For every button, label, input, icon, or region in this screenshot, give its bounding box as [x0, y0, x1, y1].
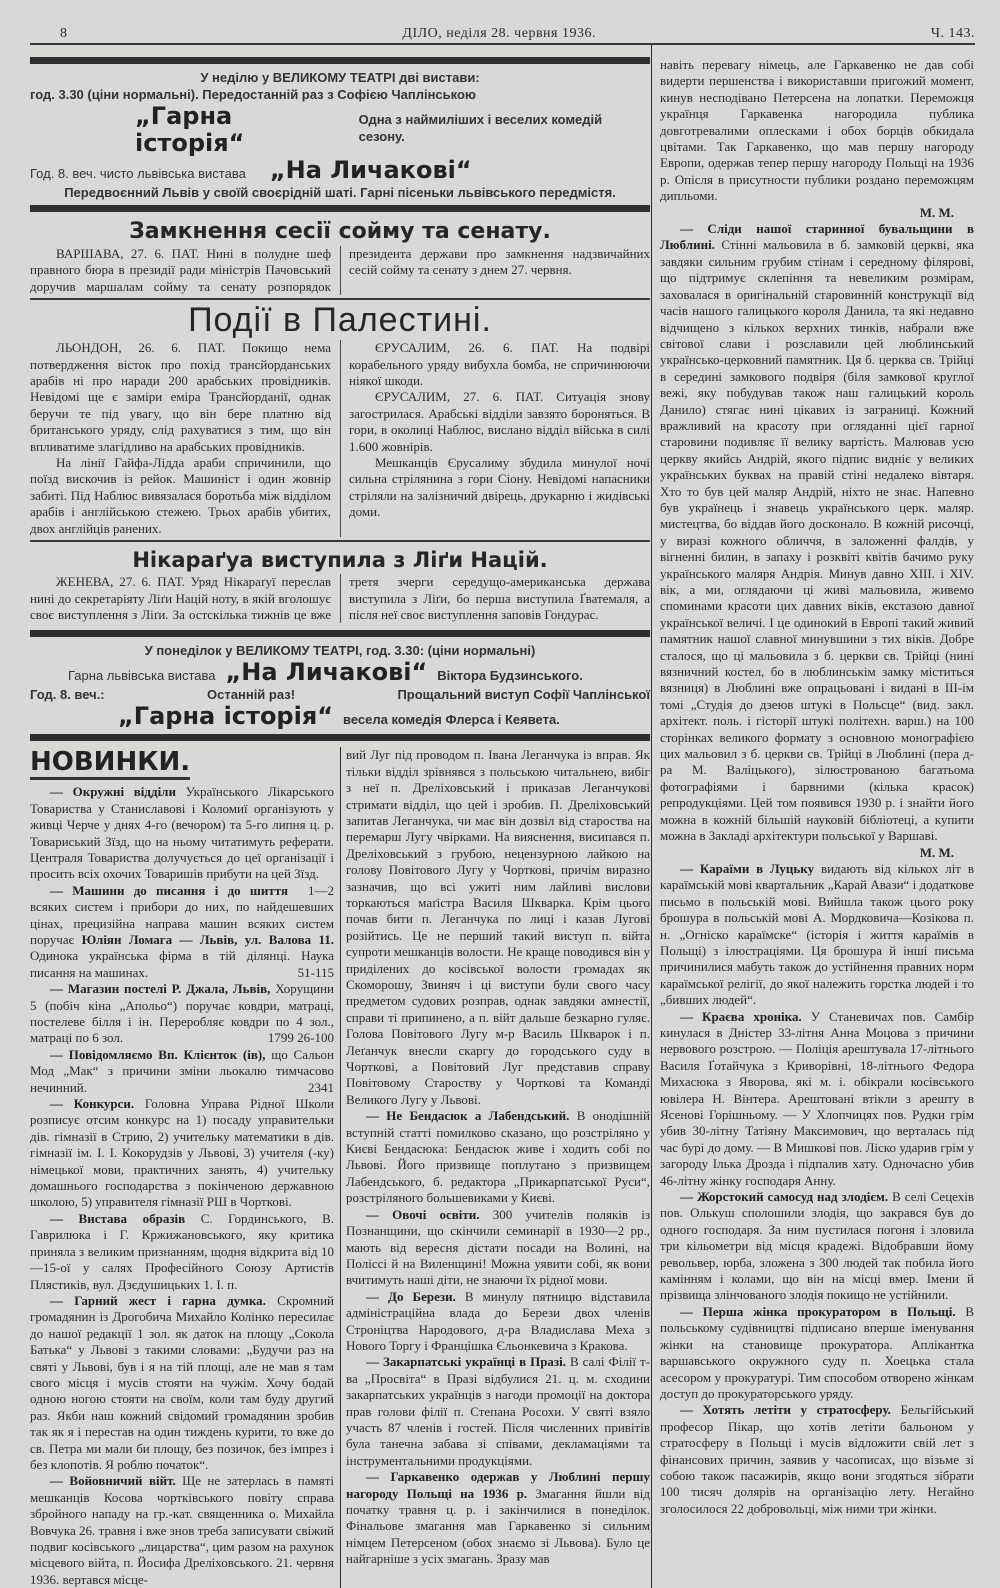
headline: Замкнення сесії сойму та сенату. [129, 219, 551, 244]
masthead-date: ДІЛО, неділя 28. червня 1936. [402, 26, 596, 41]
author-signature: М. М. [919, 844, 954, 860]
news-item [30, 981, 334, 1047]
paragraph: Мешканців Єрусалиму збудила минулої ночі сильна стрілянина з гори Сіону. Невідомі напасники стріляли на залізничий двірець, друкарню і жидівські доми. [349, 455, 650, 520]
news-item-title: — Караїми в Луцьку [680, 860, 821, 876]
ad-border [30, 630, 650, 637]
news-item-text: У Станевичах пов. Самбір кинулася в Дністер 33-літня Анна Моцова з причини нервового розстрою. — Поліція арештувала 17-літнього Василя Ґотайчука з Криворівні, 18-літнього Федора Михасюка з Яворова, які м. і. обікрали косівського ювілера Н. Вінтера. Арештовані втікли з арешту в Ясенові Горішньому. — У Хлопчицях пов. Рудки грім убив 30-літну Татіяну Максимович, що верталась під час бурі до дому. — В Мишкові пов. Ліско ударив грім у загороду Ілька Дрозда і підпалив хату. Одночасно убив 46-літну жінку господаря Анну. [660, 1008, 975, 1188]
news-item-text: В польському судівництві підписано вперше іменування жінки на становище прокуратора. Аплікантка варшавського окружного суду п. Хоецька стала асесором у прокуратурі. Тим способом отворено жінкам доступ до прокураторського уряду. [660, 1303, 974, 1401]
news-item-text: С. Гординського, В. Гаврилюка і Г. Кржижановського, яку критика приняла з великим признанням, щодня відкрита від 10—15-ої у салях Професійного Союзу Артистів Плястиків, вул. Дзєдушицьких 1. І. п. [30, 1210, 334, 1292]
news-item [346, 1469, 650, 1567]
ad-line: У неділю у ВЕЛИКОМУ ТЕАТРІ дві вистави: [200, 70, 480, 85]
news-item-title: — Перша жінка прокуратором в Польщі. [680, 1303, 966, 1319]
news-item [30, 1293, 334, 1473]
news-item-title: — До Берези. [366, 1288, 465, 1304]
play-title: „Гарна історія“ [135, 102, 245, 157]
news-item-title: — Окружні відділи [50, 784, 186, 800]
news-item [660, 1189, 974, 1304]
news-item [346, 1354, 650, 1469]
news-item [660, 1009, 974, 1189]
headline: Нікараґуа виступила з Ліґи Націй. [132, 548, 548, 573]
play-title: „На Личакові“ [269, 156, 472, 184]
news-item [660, 1304, 974, 1402]
ad-line: Год. 8. веч.: [30, 687, 105, 703]
news-item [30, 1211, 334, 1293]
news-item-text: Стінні мальовила в б. замковій церкві, яка завдяки сильним грубим стінам і середному філярові, що підтримує склепіння та невеликим розмірам, заховалася в оригінальній старовинній конструкції від часів нашого галицького короля Данила, та які недавно відчищено з кількох верхних тинків, набрали вже світової слави і розславили цей люблинський українсько-церковний памятник. Ця б. церква св. Трійці в середині замкового подвіря (біля замкової круглої вежі, яку побудував також наш галицький король Данило) стягає нині цікавих із заграниці. Кожний вражливий на красоту при огляданні цієї гарної старовини подивляє її велику вартість. Малював усю церкву якийсь Андрій, якого підпис видніє у великих українських буквах на правій стіні недалеко вівтаря. Хто то був цей маляр Андрій, ніхто не знає. Напевно був українець і знавець українського церк. маляр. мистецтва, бо віддав його досконало. В кожній рисочці, у виразі кожного обличчя, в заложенні фалдів, у вігненні билин, в запаху і розквіті квітів бачимо руку українського маляря Андрія. Минув давно XIII. і XIV. вік, а ми, оглядаючи ці живі мальовила, живемо споминами красоти цих давних віків, екстазою давної української величі. І це одинокий в Европі такий живий памятник нашої славної минувшини з тих віків. Добре сталося, що ці мальовила з б. церкви св. Трійці (нині вязничний костел, бо в люблинськім замку міститься вязниця) в Люблині вже опрацьовані і видані в III-ім томі „Студія до дзеюв штукі в Польсце“ (вид. закл. архітект. поль. і гісторії штукі політехн. варш.) на 100 сторінках великого формату з основною монографією цих мальовил з б. церкви св. Трійці в Люблині (пера д-ра М. Валіцького), зілюстрованою багатьома фотографіями і барвними (кілька красок) репродукціями. Цей том появився 1930 р. і знайти його можна в кожній більшій науковій бібліотеці, а купити можна в Закладі архітектури польської у Варшаві. [660, 237, 974, 844]
ad-line: Прощальний виступ Софії Чаплінської [397, 687, 650, 703]
news-item-title: — Сліди нашої старинної бувальщини в Люблині. [660, 221, 974, 253]
theatre-ad-sunday [30, 64, 650, 205]
play-title: „Гарна історія“ [118, 702, 334, 731]
ad-border [30, 57, 650, 64]
news-item [30, 1473, 334, 1588]
news-item-title: — Овочі освіти. [366, 1206, 493, 1222]
news-item-title: — Гарний жест і гарна думка. [50, 1292, 278, 1308]
news-item-text: вий Луг під проводом п. Івана Леганчука із вправ. Як тільки відділ зрівнявся з польською читальнею, вибіг з неї п. Дреліховський і приказав Леганчукові стримати відділ, що цей і зробив. П. Дреліховський запитав Леганчука, чи має він дозвіл від староства на перемарш Лугу чвірками. На вияснення, висипався п. Дреліховський з грубою, нецензурною лайкою на голову Повітового Лугу у Чорткові, причім виразно зазначив, що всі ужиті ним лайливі вислови торкаються маґістра Василя Шкварка. Крім цього почав бити п. Леганчука по лиці і казав Лугові розійтись. Це не перший такий виступ п. війта супроти мешканців волости. Не краще поводився він у приділених до косівської волости громадах як Скоморошу, Звиняч і ці виступи були свого часу предметом судових розправ, однак завдяки амнестії, справи ті припинено, а п. війт дальше безкарно гуляє. Голова Повітового Лугу м-р Василь Шкварок і п. Леґанчук внесли скаргу до городського суду в Чорткові, а Повітовий Луг представив справу Повітовому Староству у Чорткові та Команді Великого Лугу у Львові. [346, 747, 650, 1107]
ad-code: 51-115 [297, 964, 334, 980]
ad-line: Год. 8. веч. чисто львівська вистава [30, 166, 246, 181]
ad-line: У понеділок у ВЕЛИКОМУ ТЕАТРІ, год. 3.30: (ціни нормальні) [144, 643, 536, 659]
news-item-text: Українського Лікарського Товариства у Станиславові і Коломиї організують у живці Черче у днях 4-го (вечором) та 5-го липня ц. р. Товариський Зїзд, що на ньому читатимуть реферати. Централя Товариства долучується до цеї організації і просить всіх охочих Товаришів прибути на цей Зїзд. [30, 784, 335, 882]
news-item-text: В минулу пятницю відставила адміністраційна влада до Берези двох членів Строніцтва Народового, д-ра Владислава Меха з Нового Торгу і Францішка Єльонкевича з Кракова. [346, 1288, 650, 1353]
news-item-text: Хорущини 5 (побіч кіна „Апольо“) поручає ковдри, матраці, постелеве білля і ін. Переробляє ковдри по 4 зол., матраці по 6 зол. [30, 981, 334, 1046]
paragraph: ЄРУСАЛИМ, 26. 6. ПАТ. На подвірі корабельного уряду вибухла бомба, не спричинюючи ніякої шкоди. [349, 340, 650, 389]
page-number: 8 [60, 26, 68, 41]
news-item-text: 300 учителів поляків із Познанщини, що скінчили семинарії в 1930—2 рр., мають від вересня дістати посади на Волині, на Поліссі й на Виленщині! Можна уявити собі, як вони вчитимуть наші діти, не знаючи їх рідної мови. [346, 1206, 650, 1288]
news-column-left [30, 784, 334, 1588]
news-item-text: В селі Сецехів пов. Олькуш сполошили злодія, що закрався був до одного господаря. За ним пустилася погоня і зловила три кільометри від місця крадежі. Відобравши йому револьвер, юрба, зложена з 300 людей так побила його камінням і колами, що він на місці вмер. Імени й прізвища злінчованого злодія покищо не устійнили. [660, 1189, 975, 1303]
news-item-title: — Повідомляємо Вп. Клієнток (ів), [50, 1046, 272, 1062]
news-item-text: навіть перевагу німець, але Гаркавенко не дав собі видерти першенства і використавши пригожий момент, кинув несподівано Петерсена на лопатки. Переможця українця Гаркавенка нагородила публика довготревалими оплесками і обох борців обкидала цвітами. Так Гаркавенко, що мав першу нагороду Европи, одержав тепер першу нагороду Польщі на 1936 р. Опісля в присутности публики роздано переможцям дипльоми. [660, 57, 974, 204]
ad-line: Віктора Будзинського. [437, 668, 583, 684]
news-item-title: — Войовничий війт. [50, 1473, 183, 1489]
news-item-text: що Сальон Мод „Мак“ з причини зміни льокалю тимчасово нечинний. [30, 1046, 334, 1095]
ad-line: Останній раз! [207, 687, 296, 703]
news-item-continued [346, 747, 650, 1108]
news-item-title: — Вистава образів [50, 1210, 201, 1226]
news-item-title: — Магазин постелі Р. Джала, Львів, [50, 981, 276, 997]
ad-line: Одна з наймиліших і веселих комедій сезону. [358, 112, 603, 144]
issue-number: Ч. 143. [930, 26, 975, 41]
news-item-text: В салі Філії т-ва „Просвіта“ в Празі відбулися 21. ц. м. сходини закарпатських українців з нагоди промоції на доктора прав голови філії п. Степана Росохи. У святі взяло участь 87 членів і гостей. Після численних привітів була танечна забава зі співами, декламаціями та інструментальними продукціями. [346, 1354, 651, 1468]
ad-line: год. 3.30 (ціни нормальні). Передостанній раз з Софією Чаплінською [30, 87, 477, 102]
paragraph: ЖЕНЕВА, 27. 6. ПАТ. Уряд Нікараґуї переслав нині до секретаріяту Ліґи Націй ноту, в якій вголошує своє виступлення з Ліґи. За остcкілька тижнів це вже третя зчерги середущо-американська держава виступила з Ліґи, бо перша виступила Ґватемаля, а після неї своє виступлення заповів Гондурас. [30, 574, 650, 622]
article-body [30, 246, 650, 298]
ad-code: 1—2 [308, 882, 334, 898]
news-item [346, 1289, 650, 1355]
news-item-text: Одинока українська фірма в тій ділянці. Наука писання на машинах. [30, 948, 334, 980]
news-item-text: Скромний громадянин із Дрогобича Михайло Колінко пересилає до нашої редакції 1 зол. як даток на площу „Сокола Батька“ у Львові з такими словами: „Будучи раз на святі у Львові, був і я на тій площі, але не мав я там свого місця і мусів стояти на чужім. Хочу бодай одною ногою стояти на своїм, коли там буду другий раз. Якби наш кожний свідомий громадянин зробив так як я і перестав на один тиждень курити, то вже до св. Петра ми мали би площу, без позичок, без імпрез і без клопотів. Я роблю початок“. [30, 1292, 334, 1472]
page-header [30, 0, 975, 45]
news-item-text: Ще не затерлась в памяті мешканців Косова чортківського повіту справа збройного нападу на гр.-кат. священника о. Михайла Вовчука 26. травня і вже знов треба записувати свіжий подвиг косівського „лицарства“, цим разом на рахунок місцевого війта, п. Йосифа Дреліховського. 21. червня 1936. вертався місце- [30, 1473, 334, 1587]
news-item [346, 1108, 650, 1206]
news-item-text: В онодішній вступній статті помилково сказано, що розстріляно у Києві Бендасюка: Бендасюк живе і ходить собі по Львові. Його призвище поплутано з призвищем Лабендського, б. редактора „Прикарпатської Руси“, розстріляного большевиками у Києві. [346, 1108, 650, 1206]
ad-code: 1799 26-100 [267, 1030, 334, 1046]
news-item-text: Бельгійський професор Пікар, що хотів летіти бальоном у стратосферу в Польщі і мусів відложити свій лет з фінансових причин, заявив у часописах, що візьме зі собою також пасажирів, якщо вони згодяться зібрати 100 тисяч долярів на організацію лету. Негайно зголосилося 22 добровольці, між ними три жінки. [660, 1402, 974, 1516]
news-item-title: — Жорстокий самосуд над злодієм. [680, 1189, 893, 1205]
news-item-text: Головна Управа Рідної Школи розписує отсим конкурс на 1) посаду управительки дів. гімназії в Стрию, 2) учительку математики в дів. гімназії ім. І. І. Кокорудзів у Львові, 3) учителя (-ку) німецької мови, практичних занять, 4) учительку домашнього господарства з покінченою державною школою, 5) управителя гімназії РШ в Чорткові. [30, 1096, 334, 1210]
news-item-title: — Гаркавенко одержав у Люблині першу нагороду Польщі на 1936 р. [346, 1469, 650, 1501]
paragraph: На лінії Гайфа-Лідда араби спричинили, що поїзд вискочив із рейок. Машиніст і один жовнір забиті. Під Наблюс вивязалася боротьба між відділом арабів і англійською стежею. Трьох арабів убитих, двох англійців ранених. [30, 455, 331, 536]
news-item [660, 221, 974, 861]
news-item-title: — Машини до писання і до шиття [50, 882, 288, 898]
news-columns [30, 747, 650, 1588]
left-section [30, 45, 650, 1588]
paragraph: ВАРШАВА, 27. 6. ПАТ. Нині в полудне шеф правного бюра в президії ради міністрів Пачовський доручив маршалам сойму та сенату розпорядок президента держави про замкнення надзвичайних сесій сойму та сенату з днем 27. червня. [30, 246, 650, 294]
section-heading: НОВИНКИ. [30, 747, 190, 780]
news-item-title: — Не Бендасюк а Лабендський. [366, 1108, 577, 1124]
news-column-right [660, 57, 974, 1517]
news-item-title: — Хотять летіти у стратосферу. [680, 1402, 901, 1418]
paragraph: ЄРУСАЛИМ, 27. 6. ПАТ. Ситуація знову загострилася. Арабські відділи завзято бороняться. В гори, в околиці Наблюс, вислано відділ війська в силі 1.600 жовнірів. [349, 389, 650, 454]
ad-border [30, 205, 650, 212]
news-column-middle [346, 747, 650, 1567]
news-item-title: Юліян Ломага — Львів, ул. Валова 11. [81, 931, 334, 947]
paragraph: ЛЬОНДОН, 26. 6. ПАТ. Покищо нема потвердження вісток про похід трансйорданських арабів ні про наради 200 арабських провідників. Невідомі ще є заміри еміра Трансйорданії, однак беручи те під увагу, що він бере платню від британського уряду, слід рахуватися з тим, що він впливатиме злагідливо на арабських провідників. [30, 340, 331, 454]
news-item-title: — Закарпатські українці в Празі. [366, 1354, 570, 1370]
play-title: „На Личакові“ [225, 658, 428, 687]
theatre-ad-monday [30, 637, 650, 734]
news-item-title: — Конкурси. [50, 1096, 145, 1112]
ad-line: Передвоєнний Львів у своїй своєрідній шаті. Гарні пісеньки львівського передмістя. [64, 185, 616, 200]
article-body [30, 340, 650, 540]
news-item-text: видають від кількох літ в караїмській мові квартальник „Карай Авази“ і додаткове письмо в польській мові. Вийшла також цього року брошура в польській мові А. Мордковича—Козікова п. н. „Огніско караїмске“ (історія і життя караїмів в Польщі) з ілюстраціями. Ця брошура й інші письма причинилися мабуть також до устійнення правних норм караїмської релігії, до якої належить горстка людей і то „бивших людей“. [660, 860, 974, 1008]
news-item-continued [660, 57, 974, 221]
ad-line: Гарна львівська вистава [68, 668, 216, 684]
news-item [346, 1207, 650, 1289]
ad-code: 2341 [308, 1079, 334, 1095]
author-signature: М. М. [919, 204, 954, 220]
headline: Події в Палестині. [188, 301, 492, 340]
news-item [660, 1402, 974, 1517]
divider [30, 540, 650, 542]
news-item-text: Змагання йшли від початку травня ц. р. і закінчилися в понеділок. Фінальове змагання мав Гаркавенко зі сильним німцем Петерсеном (обох знаємо зі Львова). Було це найгарніше з усіх змагань. Зразу мав [346, 1485, 650, 1567]
ad-line: весела комедія Флерса і Кеявета. [343, 712, 560, 728]
right-section [651, 45, 974, 1588]
article-body [30, 574, 650, 626]
news-item [30, 1047, 334, 1096]
news-item [660, 861, 974, 1009]
news-item-text: всяких систем і прибори до них, по найдешевших цінах, прецизійна направа машин всяких систем поручає [30, 899, 334, 947]
news-item [30, 1096, 334, 1211]
ad-border [30, 734, 650, 741]
news-item-title: — Краєва хроніка. [680, 1008, 811, 1024]
